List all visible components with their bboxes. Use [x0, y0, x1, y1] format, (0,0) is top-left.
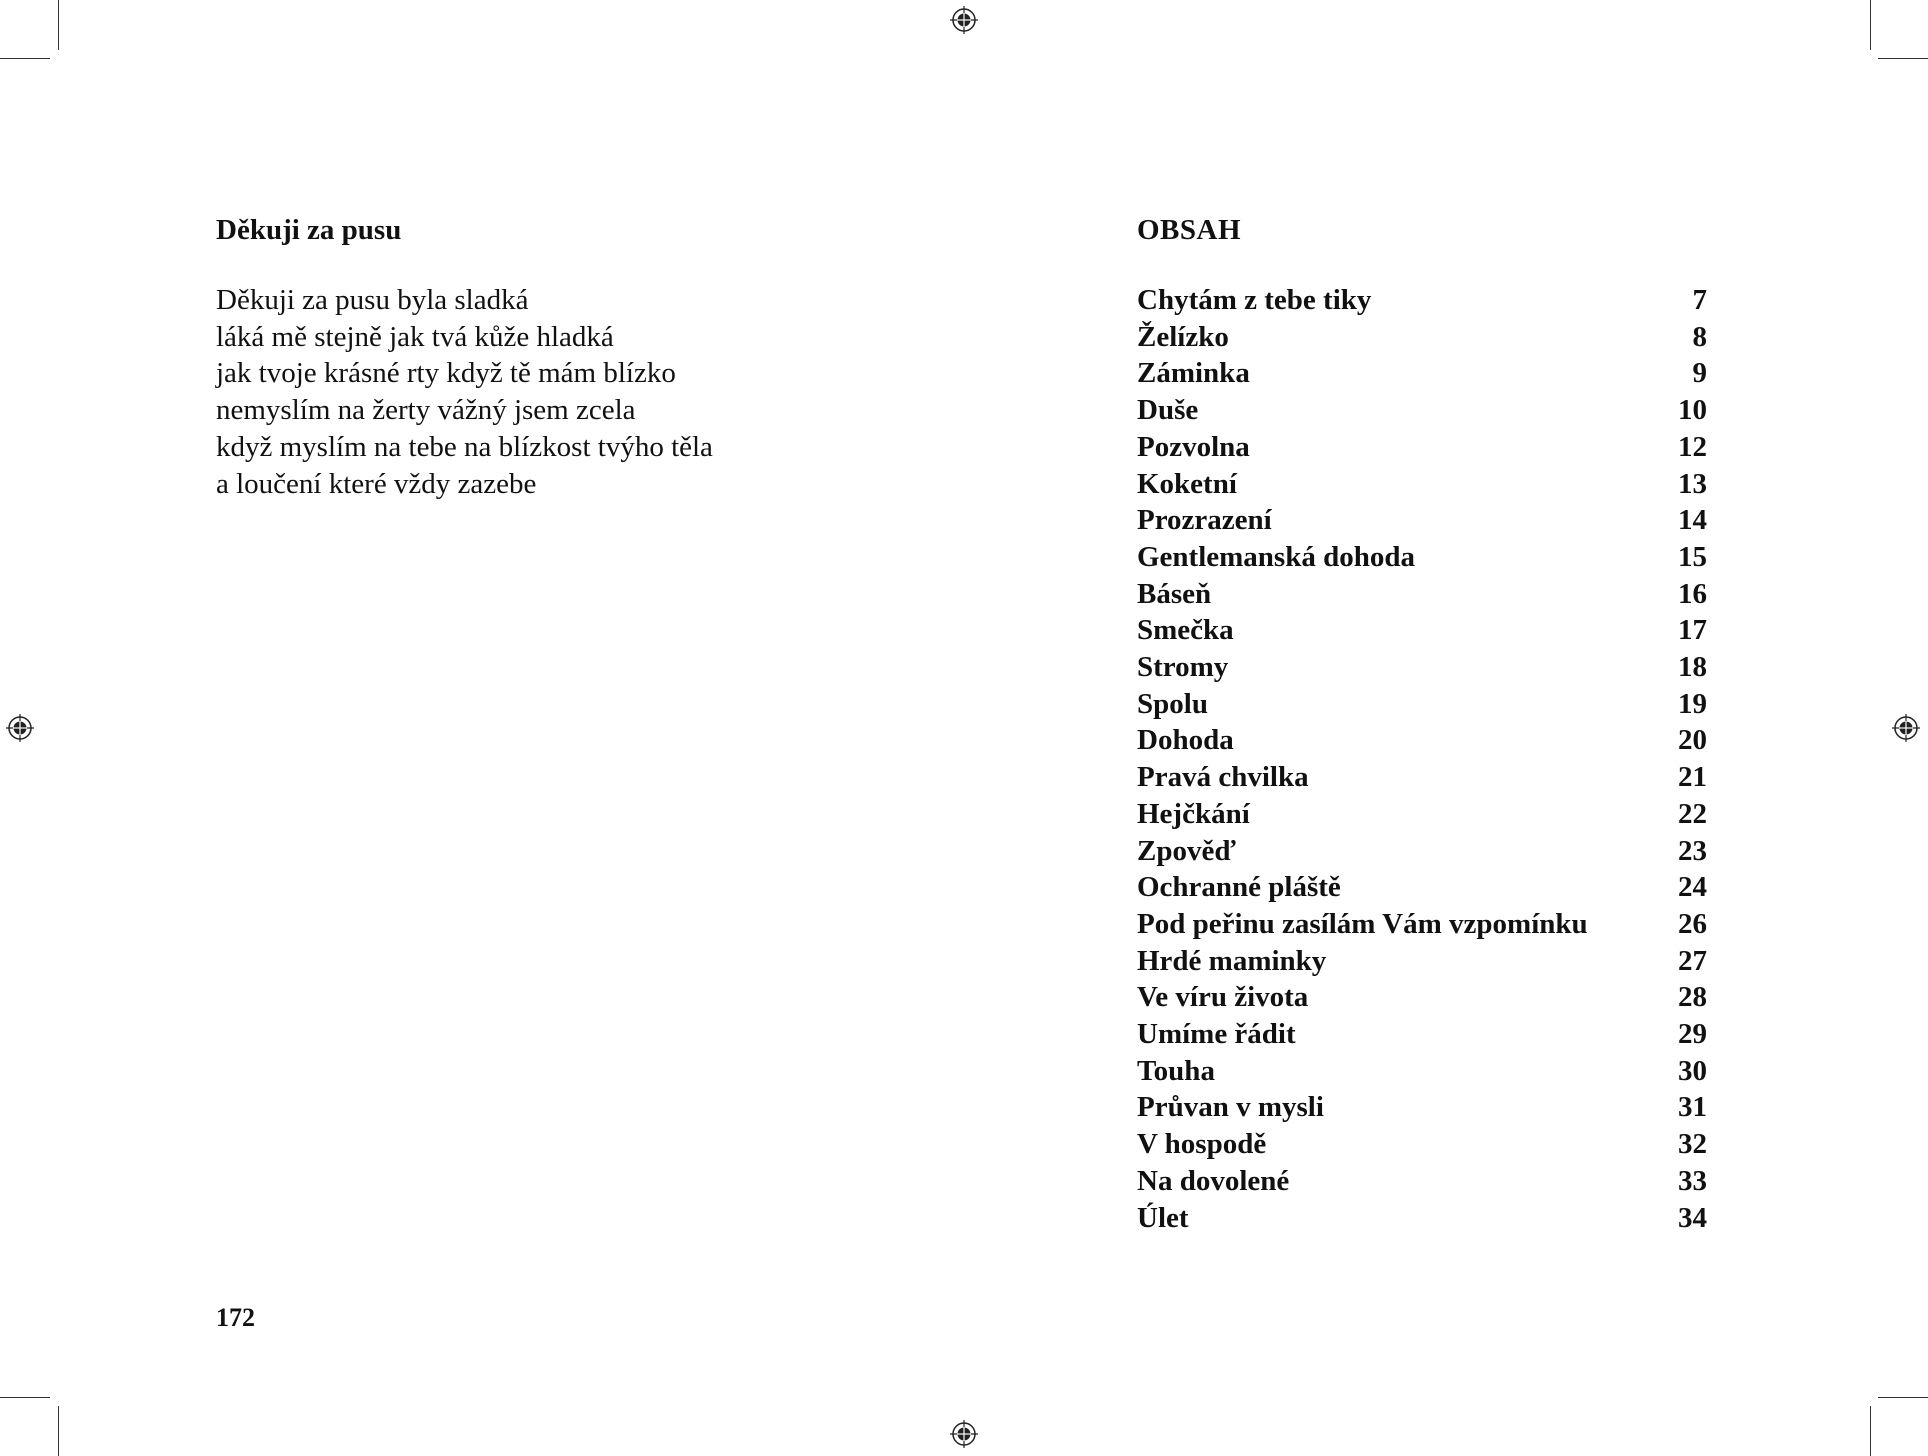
- toc-entry-page: 10: [1678, 394, 1707, 427]
- toc-entry-page: 22: [1678, 797, 1707, 830]
- crop-mark: [1878, 1397, 1928, 1398]
- registration-mark-icon: [950, 6, 978, 34]
- toc-entry-title: Zpověď: [1137, 834, 1236, 867]
- crop-mark: [0, 1397, 50, 1398]
- poem-title: Děkuji za pusu: [216, 214, 402, 246]
- toc-entry-title: Gentlemanská dohoda: [1137, 540, 1415, 573]
- toc-entry-title: Koketní: [1137, 467, 1237, 500]
- toc-entry-page: 33: [1678, 1164, 1707, 1197]
- toc-entry-title: Smečka: [1137, 614, 1234, 647]
- toc-entry-page: 28: [1678, 981, 1707, 1014]
- toc-entry-page: 14: [1678, 504, 1707, 537]
- toc-entry-page: 30: [1678, 1054, 1707, 1087]
- toc-entry-page: 26: [1678, 907, 1707, 940]
- registration-mark-icon: [1892, 714, 1920, 742]
- toc-item: [1137, 1200, 1707, 1237]
- poem-body: [216, 282, 1016, 502]
- poem-line: když myslím na tebe na blízkost tvýho těla: [216, 430, 713, 463]
- toc-item: [1137, 282, 1707, 319]
- toc-entry-page: 21: [1678, 761, 1707, 794]
- toc-entry-title: Pozvolna: [1137, 430, 1250, 463]
- table-of-contents: [1137, 212, 1707, 1236]
- toc-entry-page: 12: [1678, 430, 1707, 463]
- toc-item: [1137, 649, 1707, 686]
- toc-entry-title: Chytám z tebe tiky: [1137, 284, 1372, 316]
- toc-item: [1137, 539, 1707, 576]
- toc-title: OBSAH: [1137, 214, 1242, 246]
- toc-list: [1137, 282, 1707, 1236]
- toc-item: [1137, 1053, 1707, 1090]
- poem-line: nemyslím na žerty vážný jsem zcela: [216, 394, 636, 427]
- toc-item: [1137, 906, 1707, 943]
- toc-item: [1137, 759, 1707, 796]
- toc-entry-title: Ochranné pláště: [1137, 871, 1341, 904]
- page-number: 172: [216, 1303, 255, 1332]
- toc-entry-title: Stromy: [1137, 651, 1229, 684]
- registration-mark-icon: [950, 1420, 978, 1448]
- toc-item: [1137, 502, 1707, 539]
- poem-line: láká mě stejně jak tvá kůže hladká: [216, 320, 614, 353]
- crop-mark: [0, 58, 50, 59]
- toc-entry-title: Umíme řádit: [1137, 1018, 1296, 1051]
- toc-entry-page: 8: [1692, 320, 1707, 353]
- toc-entry-title: Úlet: [1137, 1201, 1189, 1234]
- left-page: [216, 212, 1016, 502]
- poem-line: Děkuji za pusu byla sladká: [216, 284, 529, 316]
- toc-entry-title: Touha: [1137, 1054, 1215, 1087]
- toc-entry-page: 31: [1678, 1091, 1707, 1124]
- toc-entry-title: V hospodě: [1137, 1128, 1267, 1161]
- toc-entry-page: 20: [1678, 724, 1707, 757]
- toc-entry-page: 15: [1678, 540, 1707, 573]
- toc-item: [1137, 1126, 1707, 1163]
- toc-entry-page: 13: [1678, 467, 1707, 500]
- toc-entry-title: Dohoda: [1137, 724, 1234, 757]
- crop-mark: [58, 0, 59, 50]
- crop-mark: [58, 1406, 59, 1456]
- toc-item: [1137, 355, 1707, 392]
- toc-entry-title: Želízko: [1137, 320, 1229, 353]
- toc-entry-page: 16: [1678, 577, 1707, 610]
- crop-mark: [1878, 58, 1928, 59]
- toc-item: [1137, 1089, 1707, 1126]
- toc-entry-title: Duše: [1137, 394, 1199, 427]
- registration-mark-icon: [6, 714, 34, 742]
- crop-mark: [1870, 1406, 1871, 1456]
- toc-item: [1137, 319, 1707, 356]
- toc-entry-page: 32: [1678, 1128, 1707, 1161]
- toc-entry-title: Prozrazení: [1137, 504, 1272, 537]
- toc-item: [1137, 686, 1707, 723]
- toc-entry-title: Ve víru života: [1137, 981, 1309, 1014]
- toc-entry-title: Hejčkání: [1137, 797, 1250, 830]
- toc-item: [1137, 943, 1707, 980]
- toc-item: [1137, 833, 1707, 870]
- toc-item: [1137, 979, 1707, 1016]
- toc-item: [1137, 796, 1707, 833]
- toc-entry-page: 18: [1678, 651, 1707, 684]
- toc-entry-title: Báseň: [1137, 577, 1212, 610]
- toc-item: [1137, 722, 1707, 759]
- toc-entry-page: 23: [1678, 834, 1707, 867]
- toc-entry-title: Průvan v mysli: [1137, 1091, 1324, 1124]
- poem-line: jak tvoje krásné rty když tě mám blízko: [216, 357, 676, 390]
- toc-item: [1137, 429, 1707, 466]
- toc-entry-page: 19: [1678, 687, 1707, 720]
- toc-item: [1137, 612, 1707, 649]
- toc-entry-page: 34: [1678, 1201, 1707, 1234]
- toc-entry-title: Na dovolené: [1137, 1164, 1290, 1197]
- toc-entry-page: 17: [1678, 614, 1707, 647]
- toc-entry-page: 9: [1692, 357, 1707, 390]
- toc-item: [1137, 466, 1707, 503]
- toc-item: [1137, 576, 1707, 613]
- toc-entry-title: Spolu: [1137, 687, 1208, 720]
- toc-entry-title: Záminka: [1137, 357, 1250, 390]
- toc-entry-page: 27: [1678, 944, 1707, 977]
- poem-line: a loučení které vždy zazebe: [216, 467, 537, 500]
- toc-item: [1137, 1163, 1707, 1200]
- toc-entry-title: Pravá chvilka: [1137, 761, 1309, 794]
- toc-entry-page: 24: [1678, 871, 1707, 904]
- crop-mark: [1870, 0, 1871, 50]
- toc-item: [1137, 392, 1707, 429]
- toc-entry-page: 29: [1678, 1018, 1707, 1051]
- toc-entry-page: 7: [1692, 284, 1707, 316]
- toc-entry-title: Pod peřinu zasílám Vám vzpomínku: [1137, 907, 1588, 940]
- toc-entry-title: Hrdé maminky: [1137, 944, 1327, 977]
- toc-item: [1137, 869, 1707, 906]
- toc-item: [1137, 1016, 1707, 1053]
